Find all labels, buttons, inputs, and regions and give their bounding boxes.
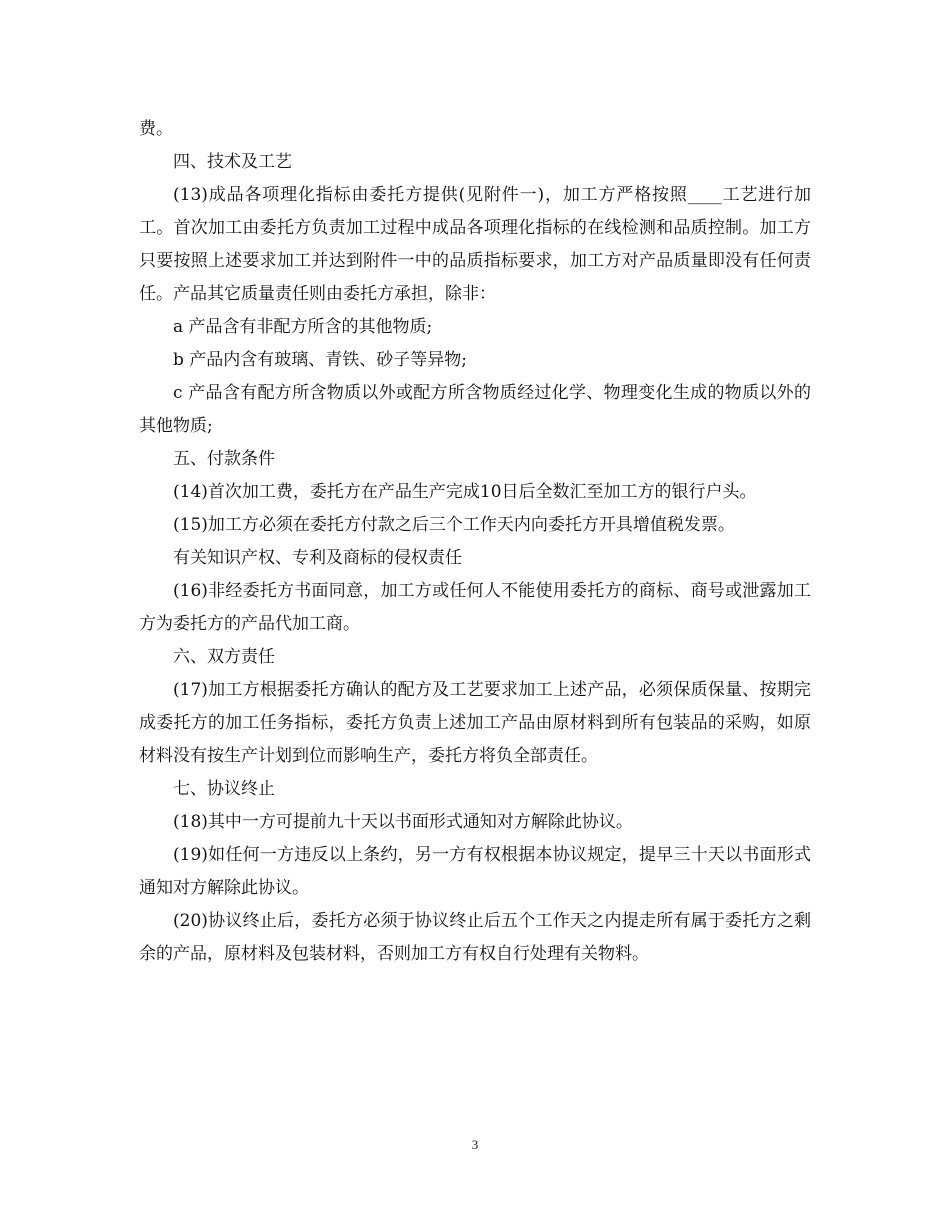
- clause-17: (17)加工方根据委托方确认的配方及工艺要求加工上述产品，必须保质保量、按期完成委托方的加工任务指标，委托方负责上述加工产品由原材料到所有包装品的采购，如原材料没有按生产计划到位而影响生产，委托方将负全部责任。: [139, 680, 811, 766]
- section-heading-technology-process: 四、技术及工艺: [173, 152, 292, 172]
- clause-20: (20)协议终止后，委托方必须于协议终止后五个工作天之内提走所有属于委托方之剩余的产品，原材料及包装材料，否则加工方有权自行处理有关物料。: [139, 911, 811, 964]
- clause-16: (16)非经委托方书面同意，加工方或任何人不能使用委托方的商标、商号或泄露加工方为委托方的产品代加工商。: [139, 581, 811, 634]
- page-number: 3: [471, 1137, 479, 1152]
- section-heading-termination: 七、协议终止: [173, 779, 275, 799]
- clause-15: (15)加工方必须在委托方付款之后三个工作天内向委托方开具增值税发票。: [173, 515, 735, 535]
- clause-18: (18)其中一方可提前九十天以书面形式通知对方解除此协议。: [173, 812, 633, 832]
- exception-a: a 产品含有非配方所含的其他物质;: [173, 317, 433, 337]
- document-body: [139, 113, 811, 971]
- section-heading-responsibilities: 六、双方责任: [173, 647, 275, 667]
- clause-19: (19)如任何一方违反以上条约，另一方有权根据本协议规定，提早三十天以书面形式通知对方解除此协议。: [139, 845, 811, 898]
- clause-13: (13)成品各项理化指标由委托方提供(见附件一)，加工方严格按照____工艺进行加工。首次加工由委托方负责加工过程中成品各项理化指标的在线检测和品质控制。加工方只要按照上述要求加工并达到附件一中的品质指标要求，加工方对产品质量即没有任何责任。产品其它质量责任则由委托方承担，除非：: [139, 185, 811, 304]
- paragraph-fee-end: 费。: [139, 119, 173, 139]
- section-heading-ip-liability: 有关知识产权、专利及商标的侵权责任: [173, 548, 462, 568]
- clause-14: (14)首次加工费，委托方在产品生产完成10日后全数汇至加工方的银行户头。: [173, 482, 757, 502]
- exception-b: b 产品内含有玻璃、青铁、砂子等异物;: [173, 350, 468, 370]
- exception-c: c 产品含有配方所含物质以外或配方所含物质经过化学、物理变化生成的物质以外的其他物质;: [139, 383, 811, 436]
- section-heading-payment-terms: 五、付款条件: [173, 449, 275, 469]
